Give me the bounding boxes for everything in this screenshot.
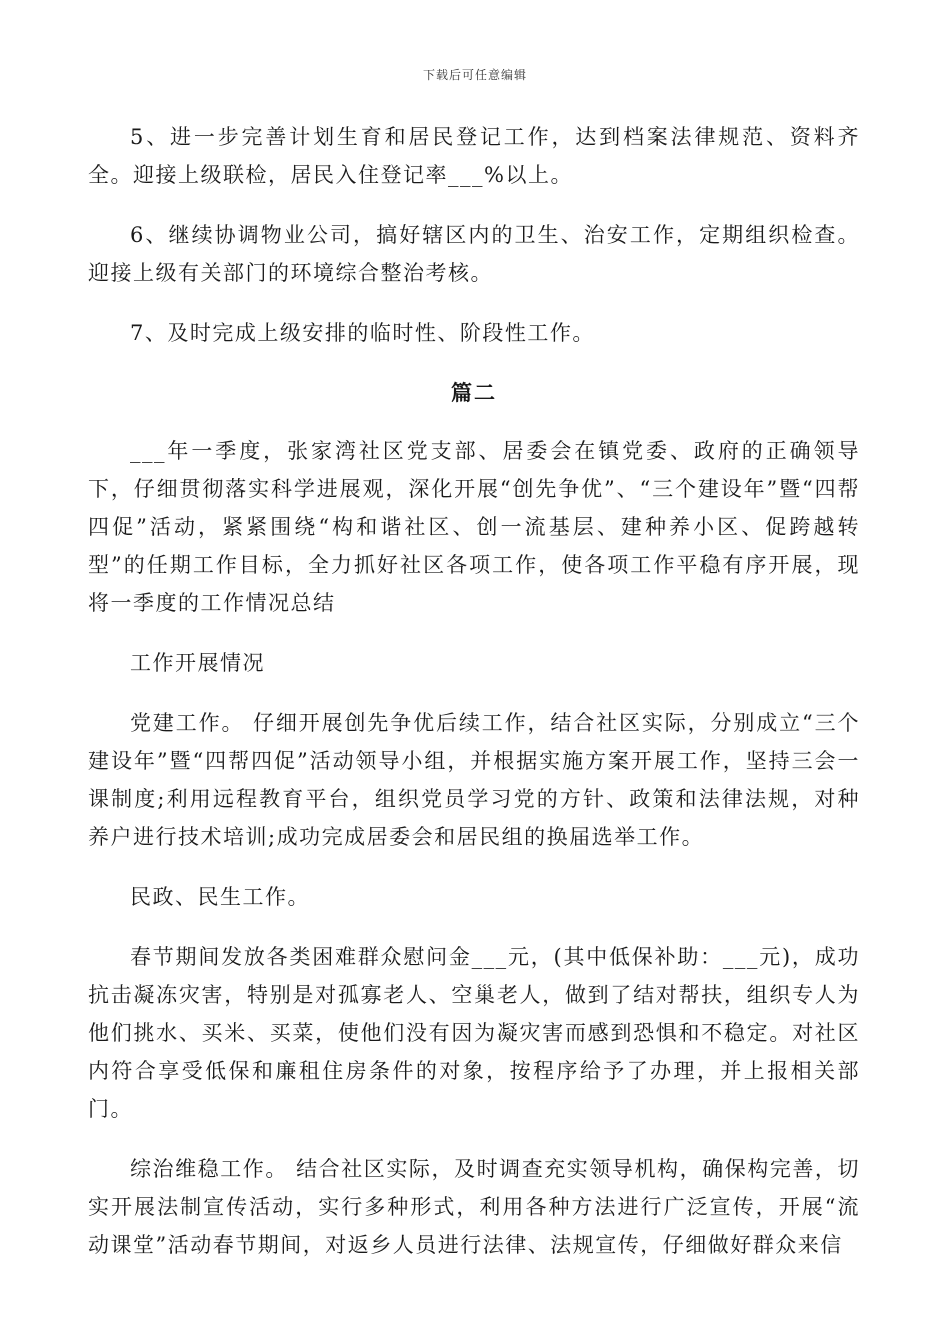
paragraph-spring-festival: 春节期间发放各类困难群众慰问金___元，(其中低保补助：___元)，成功抗击凝冻灾害，特别是对孤寡老人、空巢老人，做到了结对帮扶，组织专人为他们挑水、买米、买菜，使他们没有因为凝灾害而感到恐惧和不稳定。对社区内符合享受低保和廉租住房条件的对象，按程序给予了办理，并上报相关部门。	[88, 945, 860, 1121]
paragraph-item-7: 7、及时完成上级安排的临时性、阶段性工作。	[130, 321, 595, 345]
paragraph-stability: 综治维稳工作。 结合社区实际，及时调查充实领导机构，确保构完善，切实开展法制宣传活动，实行多种形式，利用各种方法进行广泛宣传，开展“流动课堂”活动春节期间，对返乡人员进行法律、法规宣传，仔细做好群众来信	[88, 1157, 860, 1257]
document-body	[88, 118, 860, 1286]
paragraph-party-building: 党建工作。 仔细开展创先争优后续工作，结合社区实际，分别成立“三个建设年”暨“四帮四促”活动领导小组，并根据实施方案开展工作，坚持三会一课制度;利用远程教育平台，组织党员学习党的方针、政策和法律法规，对种养户进行技术培训;成功完成居委会和居民组的换届选举工作。	[88, 711, 860, 849]
paragraph-intro: ___年一季度，张家湾社区党支部、居委会在镇党委、政府的正确领导下，仔细贯彻落实科学进展观，深化开展“创先争优”、“三个建设年”暨“四帮四促”活动，紧紧围绕“构和谐社区、创一流基层、建种养小区、促跨越转型”的任期工作目标，全力抓好社区各项工作，使各项工作平稳有序开展，现将一季度的工作情况总结	[88, 439, 860, 615]
section-heading: 篇二	[451, 380, 497, 405]
paragraph-item-6: 6、继续协调物业公司，搞好辖区内的卫生、治安工作，定期组织检查。迎接上级有关部门的环境综合整治考核。	[88, 223, 860, 285]
paragraph-item-5: 5、进一步完善计划生育和居民登记工作，达到档案法律规范、资料齐全。迎接上级联检，居民入住登记率___%以上。	[88, 125, 860, 187]
paragraph-civil-affairs: 民政、民生工作。	[130, 885, 310, 909]
paragraph-work-status: 工作开展情况	[130, 651, 265, 675]
page-header: 下载后可任意编辑	[422, 68, 527, 82]
